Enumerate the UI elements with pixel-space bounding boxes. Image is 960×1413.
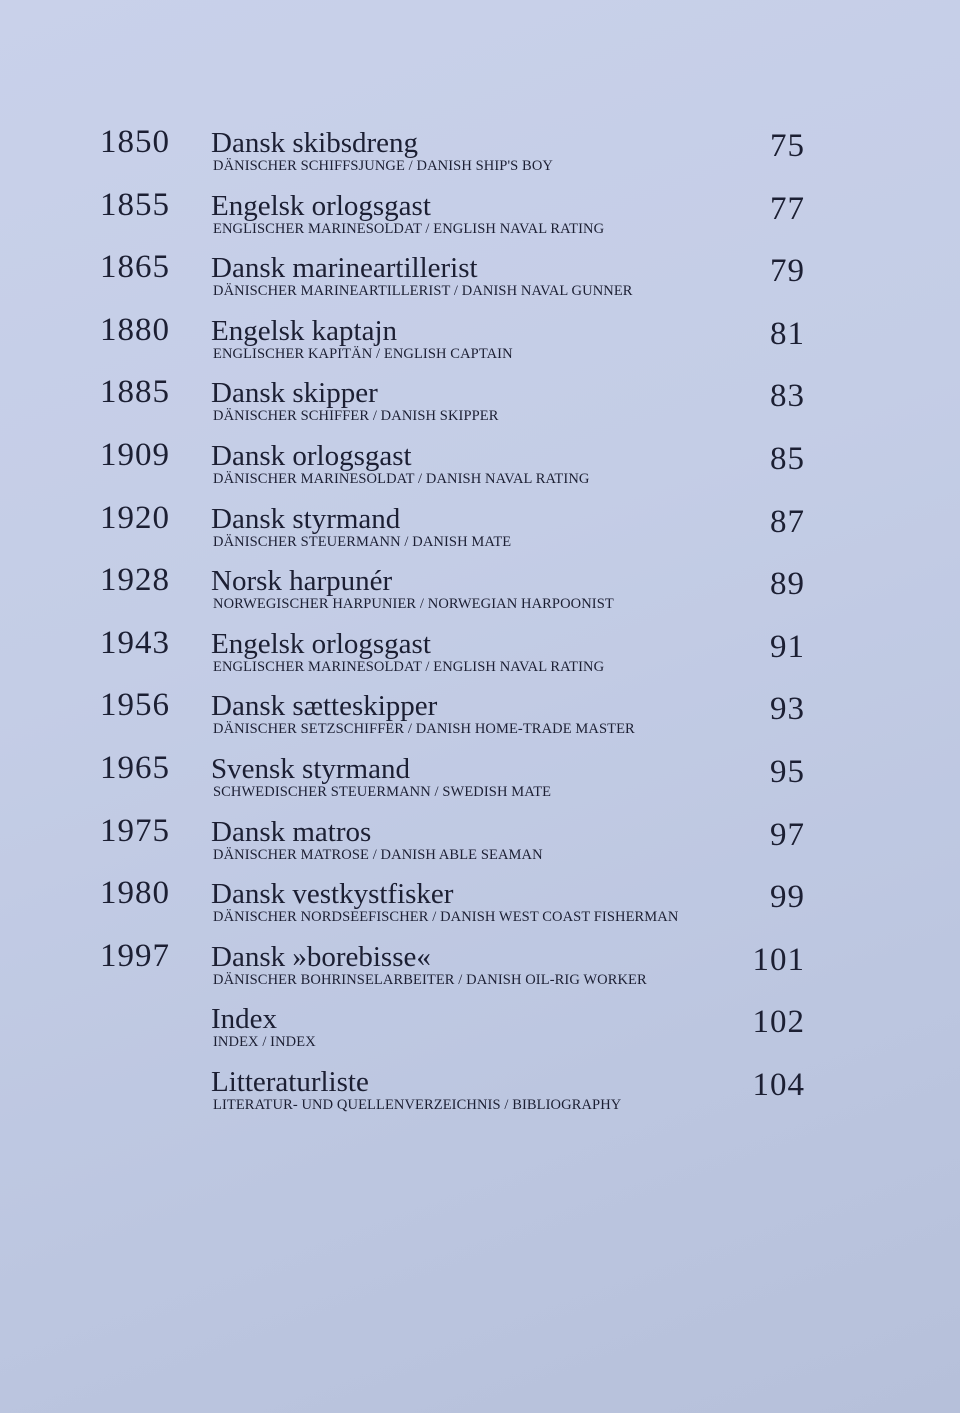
table-of-contents: [0, 124, 960, 1126]
entry-page-number: 99: [770, 879, 805, 916]
entry-title: Dansk marineartillerist: [211, 252, 478, 285]
toc-entry: [0, 500, 960, 563]
entry-subtitle: ENGLISCHER MARINESOLDAT / ENGLISH NAVAL RATING: [213, 658, 605, 675]
toc-entry: [0, 687, 960, 750]
entry-subtitle: DÄNISCHER SETZSCHIFFER / DANISH HOME-TRADE MASTER: [213, 721, 635, 738]
entry-subtitle: DÄNISCHER SCHIFFER / DANISH SKIPPER: [213, 408, 499, 425]
entry-title: Dansk vestkystfisker: [211, 878, 454, 911]
entry-title: Index: [211, 1003, 278, 1036]
toc-entry: [0, 562, 960, 625]
entry-title: Dansk styrmand: [211, 502, 401, 535]
entry-subtitle: DÄNISCHER MARINEARTILLERIST / DANISH NAVAL GUNNER: [213, 283, 633, 300]
entry-page-number: 77: [770, 190, 805, 227]
entry-page-number: 85: [770, 440, 805, 477]
toc-entry: [0, 750, 960, 813]
entry-subtitle: ENGLISCHER KAPITÄN / ENGLISH CAPTAIN: [213, 345, 513, 362]
entry-year: 1850: [100, 124, 170, 160]
entry-subtitle: LITERATUR- UND QUELLENVERZEICHNIS / BIBLIOGRAPHY: [213, 1096, 622, 1113]
entry-page-number: 83: [770, 378, 805, 415]
entry-title: Dansk skipper: [211, 377, 378, 410]
entry-page-number: 89: [770, 566, 805, 603]
entry-page-number: 101: [752, 941, 805, 978]
entry-title: Norsk harpunér: [211, 565, 393, 598]
entry-page-number: 87: [770, 503, 805, 540]
entry-year: 1920: [100, 499, 170, 536]
toc-entry: [0, 625, 960, 688]
entry-year: 1956: [100, 687, 170, 724]
toc-entry: [0, 1000, 960, 1063]
entry-page-number: 81: [770, 315, 805, 352]
entry-page-number: 93: [770, 691, 805, 728]
entry-subtitle: DÄNISCHER SCHIFFSJUNGE / DANISH SHIP'S BOY: [213, 158, 553, 174]
toc-entry: [0, 938, 960, 1001]
entry-title: Dansk orlogsgast: [211, 439, 412, 472]
entry-page-number: 95: [770, 753, 805, 790]
entry-subtitle: DÄNISCHER MARINESOLDAT / DANISH NAVAL RATING: [213, 470, 590, 487]
entry-page-number: 104: [752, 1066, 805, 1103]
entry-year: 1943: [100, 624, 170, 661]
entry-title: Engelsk kaptajn: [211, 314, 398, 347]
entry-subtitle: DÄNISCHER BOHRINSELARBEITER / DANISH OIL-RIG WORKER: [213, 971, 647, 988]
entry-title: Engelsk orlogsgast: [211, 189, 431, 222]
entry-title: Dansk matros: [211, 815, 372, 848]
toc-entry: [0, 249, 960, 312]
entry-page-number: 97: [770, 816, 805, 853]
toc-entry: [0, 124, 960, 187]
toc-entry: [0, 437, 960, 500]
entry-title: Dansk »borebisse«: [211, 940, 431, 973]
entry-title: Dansk skibsdreng: [211, 127, 419, 159]
entry-year: 1975: [100, 812, 170, 849]
entry-year: 1928: [100, 562, 170, 599]
entry-year: 1980: [100, 875, 170, 912]
entry-subtitle: DÄNISCHER STEUERMANN / DANISH MATE: [213, 533, 512, 550]
toc-entry: [0, 813, 960, 876]
entry-subtitle: DÄNISCHER MATROSE / DANISH ABLE SEAMAN: [213, 846, 543, 863]
entry-subtitle: SCHWEDISCHER STEUERMANN / SWEDISH MATE: [213, 783, 552, 800]
entry-year: 1997: [100, 937, 170, 974]
entry-year: 1965: [100, 749, 170, 786]
entry-subtitle: DÄNISCHER NORDSEEFISCHER / DANISH WEST COAST FISHERMAN: [213, 909, 679, 926]
entry-year: 1909: [100, 436, 170, 473]
entry-year: 1865: [100, 249, 170, 286]
entry-year: 1885: [100, 374, 170, 411]
entry-title: Dansk sætteskipper: [211, 690, 438, 723]
entry-page-number: 79: [770, 253, 805, 290]
toc-entry: [0, 1063, 960, 1126]
entry-title: Engelsk orlogsgast: [211, 627, 431, 660]
entry-year: 1880: [100, 311, 170, 348]
entry-page-number: 102: [752, 1004, 805, 1041]
entry-page-number: 75: [770, 128, 805, 164]
entry-subtitle: ENGLISCHER MARINESOLDAT / ENGLISH NAVAL RATING: [213, 220, 605, 237]
entry-title: Litteraturliste: [211, 1065, 369, 1098]
entry-title: Svensk styrmand: [211, 752, 410, 785]
entry-subtitle: NORWEGISCHER HARPUNIER / NORWEGIAN HARPOONIST: [213, 596, 614, 613]
toc-entry: [0, 374, 960, 437]
toc-entry: [0, 875, 960, 938]
entry-subtitle: INDEX / INDEX: [213, 1034, 316, 1051]
toc-entry: [0, 187, 960, 250]
entry-year: 1855: [100, 186, 170, 223]
entry-page-number: 91: [770, 628, 805, 665]
toc-entry: [0, 312, 960, 375]
